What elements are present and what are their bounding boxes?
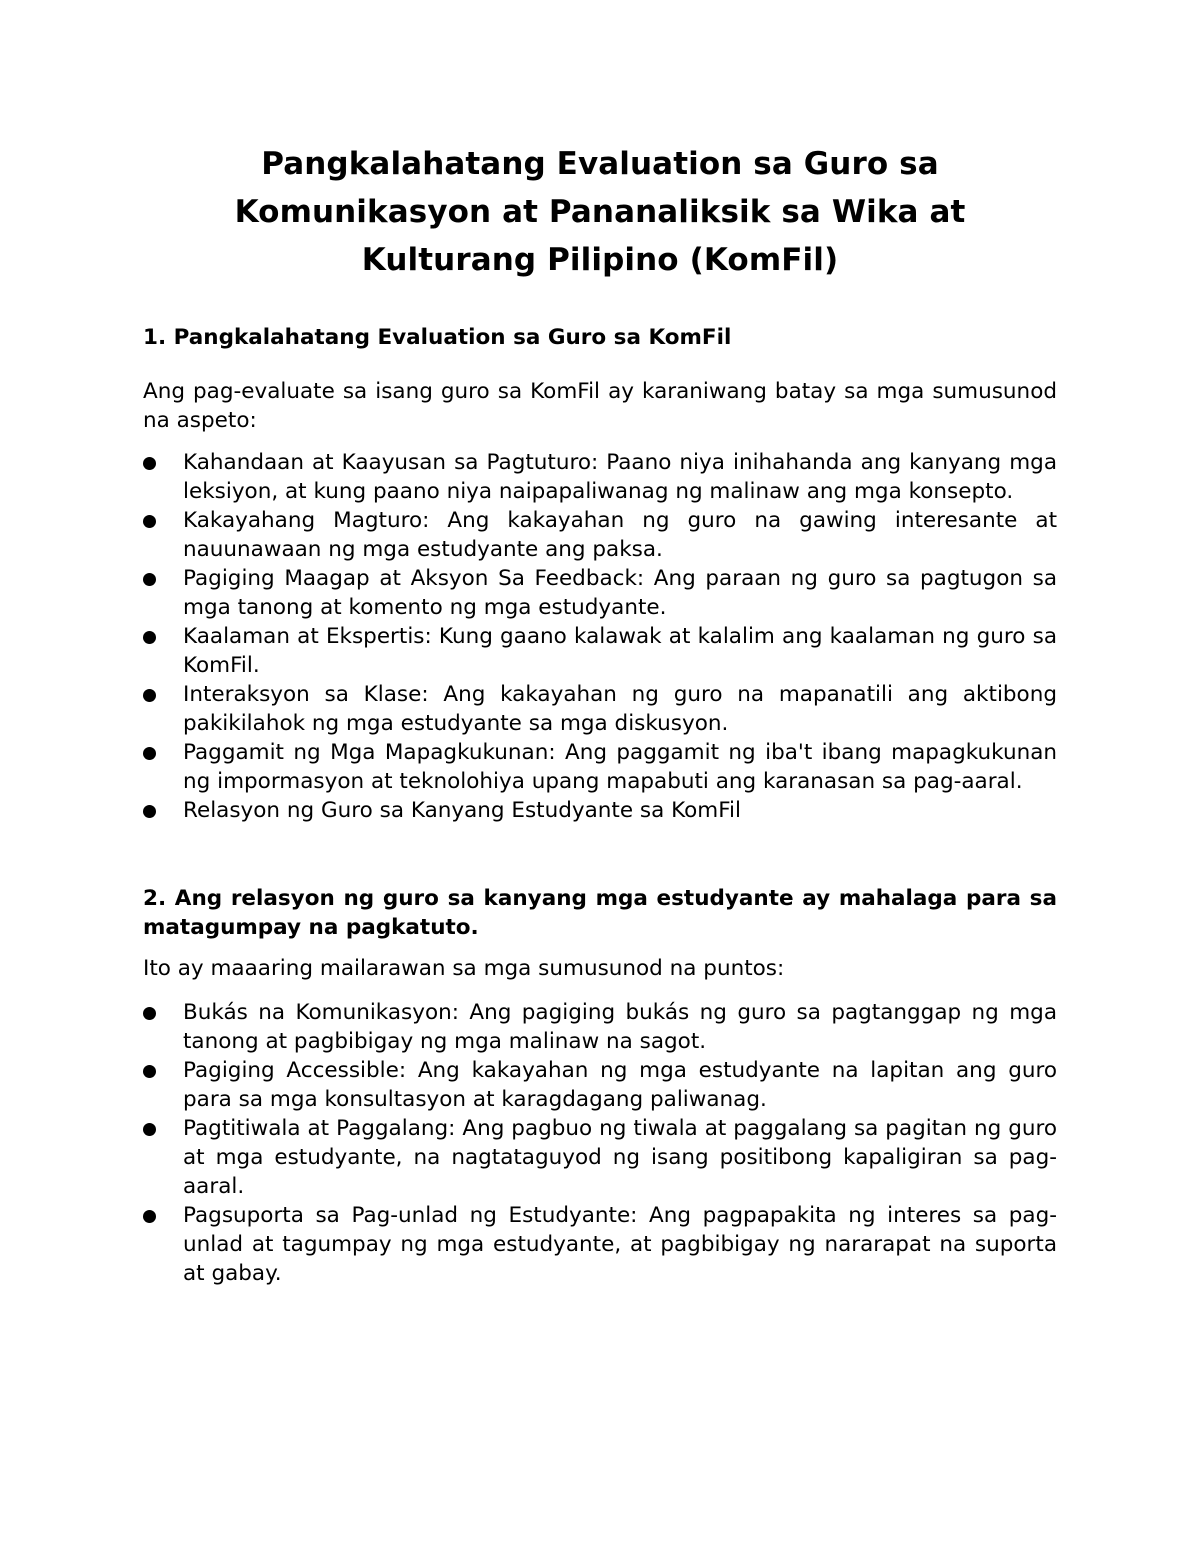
list-item-text: Relasyon ng Guro sa Kanyang Estudyante sa KomFil xyxy=(183,798,741,823)
list-item-text: Interaksyon sa Klase: Ang kakayahan ng guro na mapanatili ang aktibong pakikilahok ng mga estudyante sa mga diskusyon. xyxy=(183,682,1057,736)
list-item xyxy=(143,564,1057,622)
section-1-intro: Ang pag-evaluate sa isang guro sa KomFil ay karaniwang batay sa mga sumusunod na aspeto: xyxy=(143,379,1057,433)
list-item-text: Kahandaan at Kaayusan sa Pagtuturo: Paano niya inihahanda ang kanyang mga leksiyon, at kung paano niya naipapaliwanag ng malinaw ang mga konsepto. xyxy=(183,450,1057,504)
bullet-icon xyxy=(143,573,156,586)
document-page xyxy=(143,140,1057,1288)
bullet-icon xyxy=(143,1123,156,1136)
list-item xyxy=(143,1056,1057,1114)
bullet-icon xyxy=(143,1065,156,1078)
list-item xyxy=(143,796,1057,825)
bullet-icon xyxy=(143,1210,156,1223)
bullet-icon xyxy=(143,689,156,702)
list-item xyxy=(143,506,1057,564)
section-2-list xyxy=(143,998,1057,1288)
bullet-icon xyxy=(143,805,156,818)
list-item-text: Pagiging Accessible: Ang kakayahan ng mga estudyante na lapitan ang guro para sa mga konsultasyon at karagdagang paliwanag. xyxy=(183,1058,1057,1112)
bullet-icon xyxy=(143,1007,156,1020)
list-item-text: Paggamit ng Mga Mapagkukunan: Ang paggamit ng iba't ibang mapagkukunan ng impormasyon at teknolohiya upang mapabuti ang karanasan sa pag-aaral. xyxy=(183,740,1057,794)
list-item-text: Kaalaman at Ekspertis: Kung gaano kalawak at kalalim ang kaalaman ng guro sa KomFil. xyxy=(183,624,1057,678)
list-item-text: Pagsuporta sa Pag-unlad ng Estudyante: Ang pagpapakita ng interes sa pag-unlad at tagumpay ng mga estudyante, at pagbibigay ng nararapat na suporta at gabay. xyxy=(183,1203,1057,1286)
section-2-intro: Ito ay maaaring mailarawan sa mga sumusunod na puntos: xyxy=(143,956,785,981)
list-item-text: Kakayahang Magturo: Ang kakayahan ng guro na gawing interesante at nauunawaan ng mga estudyante ang paksa. xyxy=(183,508,1057,562)
list-item xyxy=(143,1114,1057,1201)
bullet-icon xyxy=(143,457,156,470)
list-item-text: Pagiging Maagap at Aksyon Sa Feedback: Ang paraan ng guro sa pagtugon sa mga tanong at komento ng mga estudyante. xyxy=(183,566,1057,620)
list-item-text: Bukás na Komunikasyon: Ang pagiging bukás ng guro sa pagtanggap ng mga tanong at pagbibigay ng mga malinaw na sagot. xyxy=(183,1000,1057,1054)
bullet-icon xyxy=(143,747,156,760)
section-1-heading: 1. Pangkalahatang Evaluation sa Guro sa KomFil xyxy=(143,325,732,350)
list-item xyxy=(143,738,1057,796)
list-item xyxy=(143,622,1057,680)
document-title: Pangkalahatang Evaluation sa Guro sa Komunikasyon at Pananaliksik sa Wika at Kulturang Pilipino (KomFil) xyxy=(234,146,966,278)
list-item-text: Pagtitiwala at Paggalang: Ang pagbuo ng tiwala at paggalang sa pagitan ng guro at mga estudyante, na nagtataguyod ng isang positibong kapaligiran sa pag-aaral. xyxy=(183,1116,1057,1199)
list-item xyxy=(143,448,1057,506)
section-2-heading: 2. Ang relasyon ng guro sa kanyang mga estudyante ay mahalaga para sa matagumpay na pagkatuto. xyxy=(143,886,1057,940)
section-1-list xyxy=(143,448,1057,825)
list-item xyxy=(143,1201,1057,1288)
bullet-icon xyxy=(143,515,156,528)
list-item xyxy=(143,998,1057,1056)
list-item xyxy=(143,680,1057,738)
bullet-icon xyxy=(143,631,156,644)
